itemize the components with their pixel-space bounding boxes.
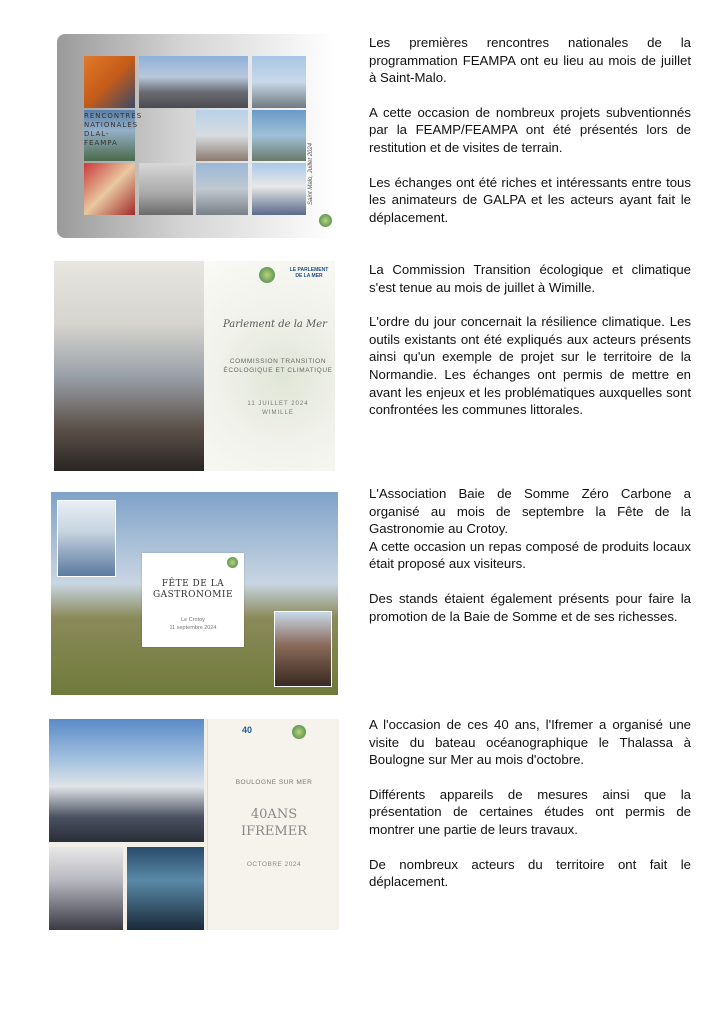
photo-brochure [84, 56, 135, 108]
poster-script-title: Parlement de la Mer [223, 319, 327, 330]
paragraph: Les premières rencontres nationales de la programmation FEAMPA ont eu lieu au mois de juillet à Saint-Malo. [369, 35, 691, 86]
galpa-logo [319, 214, 332, 227]
event-card [142, 553, 244, 647]
event-poster [207, 719, 339, 930]
photo-market [196, 163, 248, 215]
photo-building [252, 163, 306, 215]
collage-vertical-caption: Saint Malo, Juillet 2024 [308, 142, 314, 205]
collage-ifremer [49, 719, 339, 930]
section-1-text [369, 34, 691, 243]
photo-harbor [196, 110, 248, 161]
event-poster [204, 261, 335, 471]
galpa-logo [292, 725, 306, 739]
paragraph: L'Association Baie de Somme Zéro Carbone a organisé au mois de septembre la Fête de la Gastronomie au Crotoy. A cette occasion un repas composé de produits locaux était proposé aux visiteurs. [369, 486, 691, 572]
photo-meeting [139, 163, 193, 215]
galpa-logo [259, 267, 275, 283]
photo-quay [252, 56, 306, 108]
photo-lab [127, 847, 204, 930]
galpa-logo [227, 557, 238, 568]
photo-food [84, 163, 135, 215]
paragraph: La Commission Transition écologique et climatique s'est tenue au mois de juillet à Wimille. [369, 262, 691, 295]
poster-date: OCTOBRE 2024 [246, 861, 302, 868]
poster-title-line2: IFREMER [240, 824, 308, 839]
collage-commission-transition [54, 261, 335, 471]
photo-thalassa-ship [49, 719, 204, 842]
collage-title: RENCONTRES NATIONALES DLAL-FEAMPA [84, 112, 143, 147]
section-2-text [369, 261, 691, 436]
photo-group [139, 56, 248, 108]
collage-fete-gastronomie [51, 492, 338, 695]
poster-place: WIMILLE [262, 410, 294, 416]
paragraph: L'ordre du jour concernait la résilience climatique. Les outils existants ont été expliqués aux acteurs présents ainsi qu'un exemple de projet sur le territoire de la Normandie. Les échanges ont permis de mettre en avant les enjeux et les problématiques auxquelles sont confrontées les communes littorales. [369, 314, 691, 418]
section-4-text [369, 716, 691, 908]
photo-cooking [274, 611, 332, 687]
section-3-text [369, 485, 691, 642]
card-title: FÊTE DE LA GASTRONOMIE [152, 579, 234, 600]
ifremer-40-logo: 40 [242, 725, 253, 735]
photo-stand [57, 500, 116, 577]
paragraph: De nombreux acteurs du territoire ont fait le déplacement. [369, 856, 691, 890]
poster-commission: COMMISSION TRANSITION ÉCOLOGIQUE ET CLIMATIQUE [223, 358, 333, 374]
poster-place: BOULOGNE SUR MER [235, 779, 313, 786]
poster-org: LE PARLEMENT DE LA MER [289, 267, 329, 279]
paragraph: Les échanges ont été riches et intéressants entre tous les animateurs de GALPA et les acteurs ayant fait le déplacement. [369, 174, 691, 225]
photo-meeting-room [54, 261, 204, 471]
paragraph: A cette occasion de nombreux projets subventionnés par la FEAMP/FEAMPA ont été présentés lors de restitution et de visites de terrain. [369, 104, 691, 155]
photo-visitors [49, 847, 123, 930]
paragraph: Différents appareils de mesures ainsi que la présentation de certaines études ont permis de montrer une partie de leurs travaux. [369, 786, 691, 837]
card-date: 11 septembre 2024 [169, 625, 217, 631]
card-place: Le Crotoy [181, 617, 205, 623]
paragraph: A l'occasion de ces 40 ans, l'Ifremer a organisé une visite du bateau océanographique le Thalassa à Boulogne sur Mer au mois d'octobre. [369, 717, 691, 768]
poster-date: 11 JUILLET 2024 [247, 401, 309, 407]
paragraph: Des stands étaient également présents pour faire la promotion de la Baie de Somme et de ses richesses. [369, 590, 691, 624]
poster-title-line1: 40ANS [250, 807, 298, 822]
photo-island [252, 110, 306, 161]
